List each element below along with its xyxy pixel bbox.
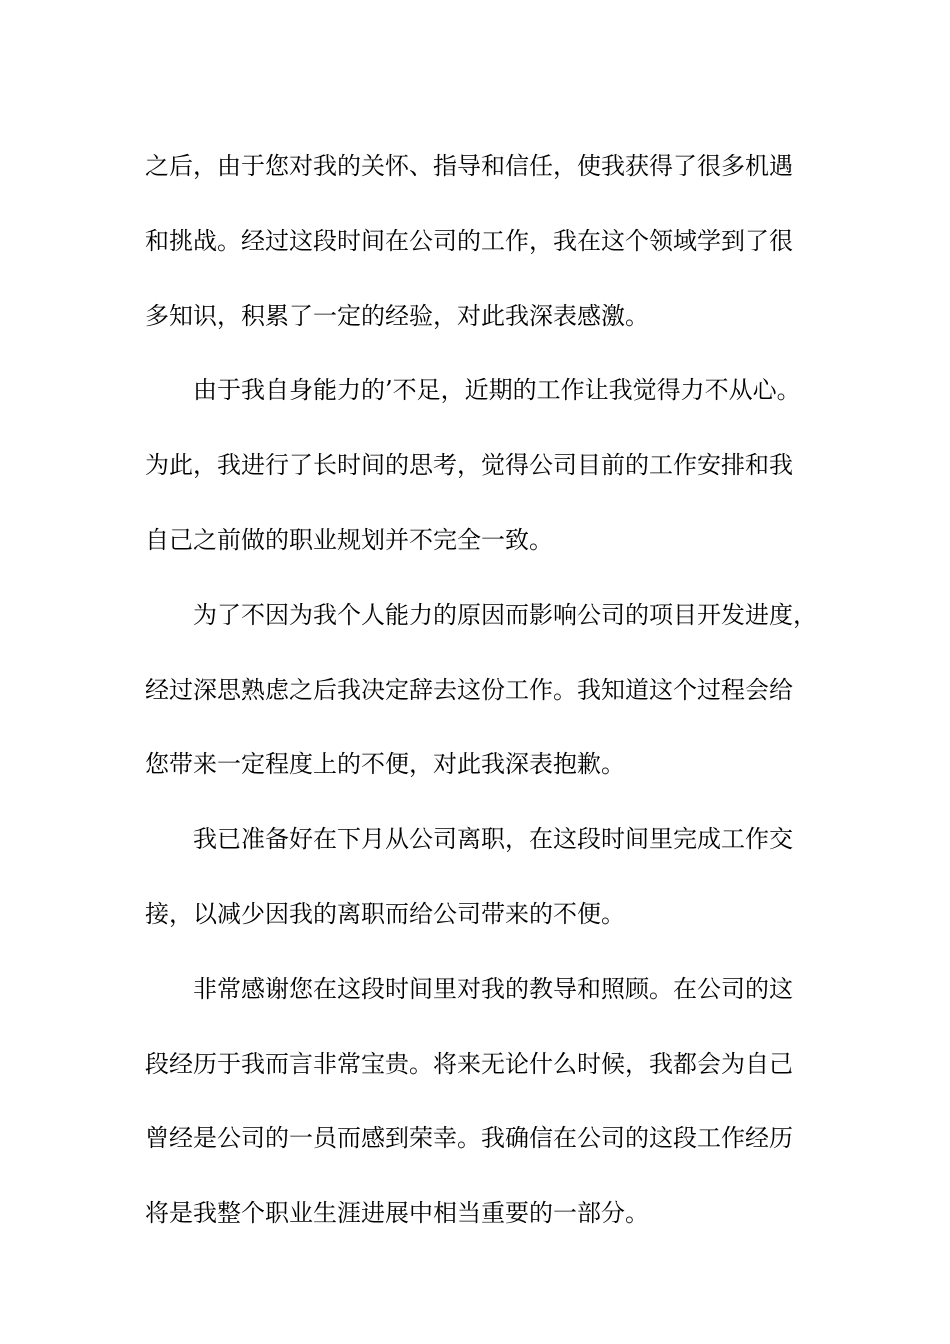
text-line: 将是我整个职业生涯进展中相当重要的一部分。 [145, 1199, 649, 1228]
text-line: 为此，我进行了长时间的思考，觉得公司目前的工作安排和我 [145, 451, 793, 480]
text-line: 多知识，积累了一定的经验，对此我深表感激。 [145, 301, 649, 330]
text-line: 段经历于我而言非常宝贵。将来无论什么时候，我都会为自己 [145, 1049, 793, 1078]
text-line: 自己之前做的职业规划并不完全一致。 [145, 525, 553, 554]
text-line: 经过深思熟虑之后我决定辞去这份工作。我知道这个过程会给 [145, 675, 793, 704]
paragraph-first-line: 我已准备好在下月从公司离职，在这段时间里完成工作交 [193, 825, 793, 854]
text-line: 接，以减少因我的离职而给公司带来的不便。 [145, 899, 625, 928]
text-line: 曾经是公司的一员而感到荣幸。我确信在公司的这段工作经历 [145, 1124, 793, 1153]
paragraph-first-line: 由于我自身能力的’不足，近期的工作让我觉得力不从心。 [193, 376, 801, 405]
text-line: 之后，由于您对我的关怀、指导和信任，使我获得了很多机遇 [145, 152, 793, 180]
text-line: 您带来一定程度上的不便，对此我深表抱歉。 [145, 750, 625, 779]
paragraph-first-line: 非常感谢您在这段时间里对我的教导和照顾。在公司的这 [193, 974, 793, 1003]
text-line: 和挑战。经过这段时间在公司的工作，我在这个领域学到了很 [145, 226, 793, 255]
letter-body [145, 129, 817, 1251]
paragraph-first-line: 为了不因为我个人能力的原因而影响公司的项目开发进度， [193, 600, 817, 629]
